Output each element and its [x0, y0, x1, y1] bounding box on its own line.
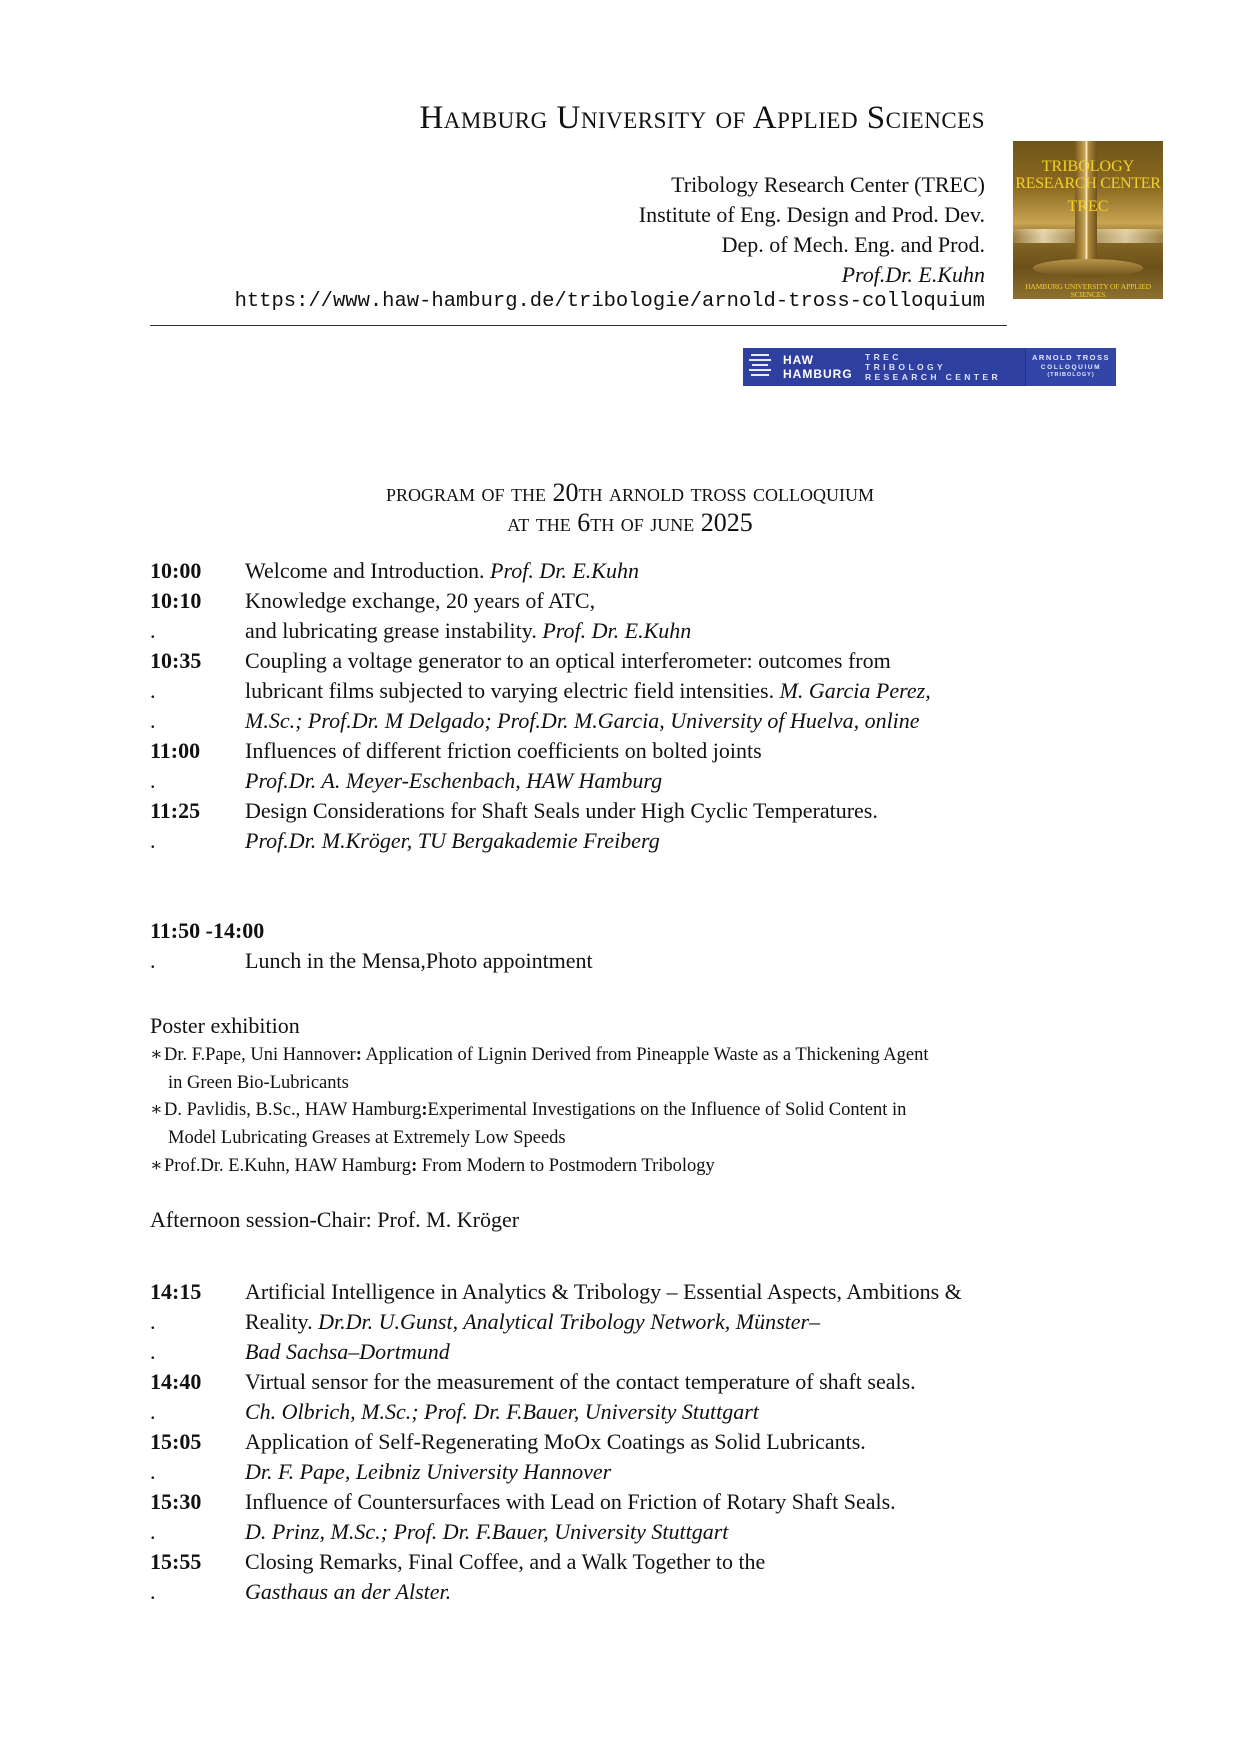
- poster-author: Dr. F.Pape, Uni Hannover: [164, 1045, 356, 1065]
- header-divider: [150, 325, 1007, 326]
- talk-title: Knowledge exchange, 20 years of ATC,: [245, 588, 596, 613]
- continuation-marker: .: [150, 828, 156, 853]
- continuation-marker: .: [150, 1519, 156, 1544]
- time-slot: 15:55: [150, 1549, 202, 1574]
- lunch-time-row: [150, 916, 264, 946]
- logo-text-trec: TREC: [1067, 198, 1109, 215]
- poster-item: [150, 1041, 928, 1069]
- tribology-paren-text: (TRIBOLOGY): [1047, 372, 1095, 378]
- speaker: Dr.Dr. U.Gunst, Analytical Tribology Network, Münster–: [318, 1309, 821, 1334]
- haw-hamburg-wordmark: [783, 348, 865, 386]
- schedule-row: [150, 1547, 765, 1577]
- continuation-marker: .: [150, 948, 156, 973]
- time-slot: 10:35: [150, 648, 202, 673]
- logo-text-tribology: TRIBOLOGY: [1041, 158, 1135, 175]
- time-slot: 11:00: [150, 738, 201, 763]
- haw-lines-icon: [743, 348, 783, 386]
- talk-title: Influences of different friction coefficients on bolted joints: [245, 738, 762, 763]
- speaker: M. Garcia Perez,: [779, 678, 931, 703]
- schedule-row: [150, 556, 639, 586]
- separator: :: [411, 1156, 418, 1176]
- talk-title: Artificial Intelligence in Analytics & Tribology – Essential Aspects, Ambitions &: [245, 1279, 962, 1304]
- continuation-marker: .: [150, 708, 156, 733]
- continuation-marker: .: [150, 618, 156, 643]
- arnold-tross-text: ARNOLD TROSS: [1032, 353, 1110, 362]
- schedule-row-continuation: [150, 616, 691, 646]
- talk-title: Virtual sensor for the measurement of the contact temperature of shaft seals.: [245, 1369, 916, 1394]
- logo-text-university: HAMBURG UNIVERSITY OF APPLIED SCIENCES: [1025, 282, 1151, 299]
- time-slot: 10:10: [150, 588, 202, 613]
- lunch-text: Lunch in the Mensa,Photo appointment: [245, 948, 593, 973]
- talk-title: Application of Self-Regenerating MoOx Coatings as Solid Lubricants.: [245, 1429, 866, 1454]
- poster-author: D. Pavlidis, B.Sc., HAW Hamburg: [164, 1100, 422, 1120]
- schedule-row-continuation: [150, 1337, 450, 1367]
- continuation-marker: .: [150, 768, 156, 793]
- time-slot: 11:25: [150, 798, 201, 823]
- poster-item: [150, 1096, 906, 1124]
- schedule-row: [150, 1487, 896, 1517]
- schedule-row-continuation: [150, 1457, 611, 1487]
- speaker: Gasthaus an der Alster.: [245, 1579, 452, 1604]
- time-slot: 15:30: [150, 1489, 202, 1514]
- speaker: Prof. Dr. E.Kuhn: [542, 618, 692, 643]
- talk-title: Closing Remarks, Final Coffee, and a Walk Together to the: [245, 1549, 766, 1574]
- poster-item-continuation: in Green Bio-Lubricants: [168, 1073, 349, 1093]
- speaker: Prof. Dr. E.Kuhn: [490, 558, 639, 583]
- trec-logo-image: [1013, 141, 1163, 299]
- speaker: Prof.Dr. M.Kröger, TU Bergakademie Freiberg: [245, 828, 660, 853]
- schedule-row: [150, 1277, 962, 1307]
- tribology-text: TRIBOLOGY: [865, 362, 947, 372]
- research-center-text: RESEARCH CENTER: [865, 372, 1002, 382]
- schedule-row-continuation: [150, 706, 920, 736]
- continuation-marker: .: [150, 1579, 156, 1604]
- logo-base-graphic: [1033, 259, 1143, 277]
- address-line-trec: Tribology Research Center (TREC): [671, 172, 985, 197]
- address-line-department: Dep. of Mech. Eng. and Prod.: [721, 232, 985, 257]
- lunch-time-slot: 11:50 -14:00: [150, 918, 265, 943]
- talk-title: Reality.: [245, 1309, 313, 1334]
- program-title: [150, 478, 1110, 538]
- talk-title: lubricant films subjected to varying electric field intensities.: [245, 678, 775, 703]
- colloquium-url-link[interactable]: https://www.haw-hamburg.de/tribologie/arnold-tross-colloquium: [234, 290, 985, 313]
- schedule-row: [150, 796, 878, 826]
- schedule-row-continuation: [150, 1577, 451, 1607]
- logo-text-research-center: RESEARCH CENTER: [1015, 175, 1161, 192]
- continuation-marker: .: [150, 1339, 156, 1364]
- schedule-row: [150, 646, 891, 676]
- separator: :: [421, 1100, 428, 1120]
- contact-person: Prof.Dr. E.Kuhn: [841, 262, 985, 287]
- colloquium-text: COLLOQUIUM: [1040, 364, 1102, 371]
- speaker: M.Sc.; Prof.Dr. M Delgado; Prof.Dr. M.Garcia, University of Huelva, online: [245, 708, 920, 733]
- speaker: Ch. Olbrich, M.Sc.; Prof. Dr. F.Bauer, University Stuttgart: [245, 1399, 759, 1424]
- schedule-row-continuation: [150, 1307, 820, 1337]
- continuation-marker: .: [150, 1459, 156, 1484]
- poster-title: Experimental Investigations on the Influence of Solid Content in: [427, 1100, 907, 1120]
- continuation-marker: .: [150, 678, 156, 703]
- poster-item: [150, 1152, 715, 1180]
- schedule-row-continuation: [150, 1517, 728, 1547]
- schedule-row-continuation: [150, 676, 931, 706]
- talk-title: Welcome and Introduction.: [245, 558, 485, 583]
- address-block: [639, 170, 985, 290]
- time-slot: 10:00: [150, 558, 202, 583]
- program-title-line1: program of the 20th arnold tross colloquium: [385, 478, 875, 507]
- talk-title: Coupling a voltage generator to an optical interferometer: outcomes from: [245, 648, 891, 673]
- lunch-row: [150, 946, 593, 976]
- poster-item-continuation: Model Lubricating Greases at Extremely Low Speeds: [168, 1128, 566, 1148]
- talk-title: Influence of Countersurfaces with Lead on Friction of Rotary Shaft Seals.: [245, 1489, 896, 1514]
- poster-title: Application of Lignin Derived from Pineapple Waste as a Thickening Agent: [361, 1045, 929, 1065]
- atc-wordmark: [1025, 348, 1116, 386]
- speaker: Prof.Dr. A. Meyer-Eschenbach, HAW Hamburg: [245, 768, 663, 793]
- trec-text: TREC: [865, 352, 902, 362]
- separator: :: [355, 1045, 362, 1065]
- speaker: Dr. F. Pape, Leibniz University Hannover: [245, 1459, 612, 1484]
- schedule-row: [150, 1367, 916, 1397]
- poster-title: From Modern to Postmodern Tribology: [417, 1156, 715, 1176]
- address-line-institute: Institute of Eng. Design and Prod. Dev.: [638, 202, 985, 227]
- schedule-row-continuation: [150, 826, 660, 856]
- schedule-row-continuation: [150, 1397, 759, 1427]
- speaker: Bad Sachsa–Dortmund: [245, 1339, 450, 1364]
- bullet-star-icon: ∗: [150, 1100, 163, 1120]
- haw-text: HAW: [783, 353, 814, 367]
- bullet-star-icon: ∗: [150, 1156, 163, 1176]
- hamburg-text: HAMBURG: [783, 367, 853, 381]
- bullet-star-icon: ∗: [150, 1045, 163, 1065]
- poster-author: Prof.Dr. E.Kuhn, HAW Hamburg: [164, 1156, 412, 1176]
- time-slot: 14:15: [150, 1279, 202, 1304]
- poster-heading: Poster exhibition: [150, 1013, 300, 1038]
- schedule-row: [150, 736, 762, 766]
- university-title: Hamburg University of Applied Sciences: [419, 100, 985, 136]
- continuation-marker: .: [150, 1309, 156, 1334]
- afternoon-chair: Afternoon session-Chair: Prof. M. Kröger: [150, 1207, 520, 1232]
- talk-title: and lubricating grease instability.: [245, 618, 537, 643]
- schedule-row: [150, 1427, 866, 1457]
- schedule-row: [150, 586, 595, 616]
- speaker: D. Prinz, M.Sc.; Prof. Dr. F.Bauer, University Stuttgart: [245, 1519, 729, 1544]
- time-slot: 15:05: [150, 1429, 202, 1454]
- time-slot: 14:40: [150, 1369, 202, 1394]
- talk-title: Design Considerations for Shaft Seals under High Cyclic Temperatures.: [245, 798, 878, 823]
- trec-wordmark: [865, 348, 1025, 386]
- schedule-row-continuation: [150, 766, 662, 796]
- haw-trec-atc-banner: [743, 348, 1116, 386]
- continuation-marker: .: [150, 1399, 156, 1424]
- program-title-line2: at the 6th of june 2025: [507, 508, 753, 537]
